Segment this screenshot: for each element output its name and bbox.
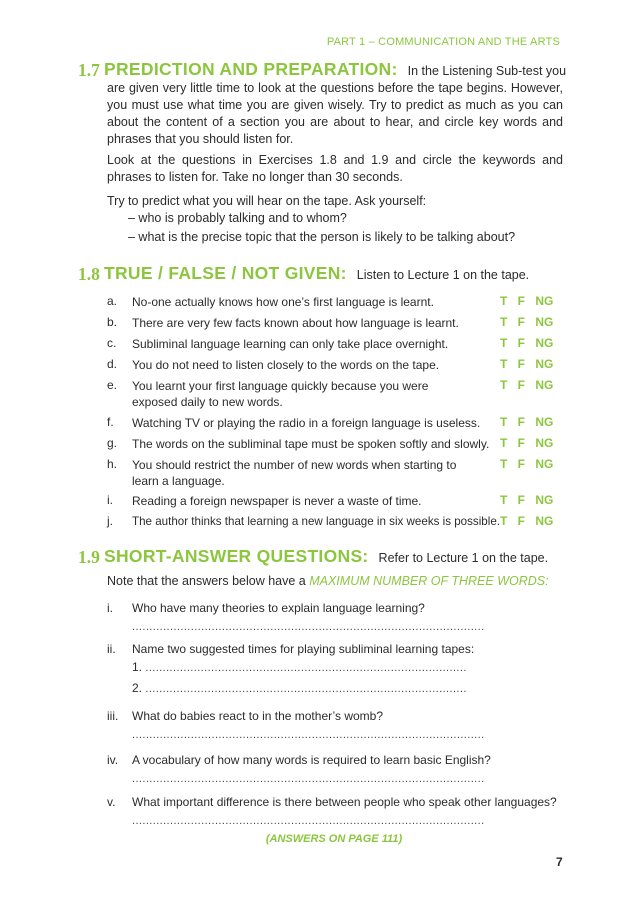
question-number: iv. — [107, 753, 119, 767]
sub-answer-number: 1. — [132, 660, 143, 674]
paragraph-line: phrases that you should listen for. — [107, 132, 294, 146]
question-letter: f. — [107, 415, 114, 429]
paragraph-line: you must use what time you are given wisely. Try to predict as much as you can — [107, 98, 563, 112]
question-letter: c. — [107, 336, 117, 350]
short-answer-question: A vocabulary of how many words is required to learn basic English? — [132, 753, 491, 767]
question-number: v. — [107, 795, 116, 809]
question-letter: j. — [107, 514, 113, 528]
section-heading-1-8 — [104, 263, 529, 284]
paragraph-line: are given very little time to look at the questions before the tape begins. However, — [107, 81, 563, 95]
sub-answer-number: 2. — [132, 681, 143, 695]
tfng-statement: There are very few facts known about how language is learnt. — [132, 316, 459, 330]
answer-line[interactable]: ...................................................................................................... — [132, 729, 485, 741]
tfng-options[interactable]: T F NG — [500, 514, 554, 528]
tfng-statement: Watching TV or playing the radio in a foreign language is useless. — [132, 416, 481, 430]
answer-line-1[interactable] — [132, 660, 467, 674]
paragraph-line: about the content of a section you are about to hear, and circle key words and — [107, 115, 563, 129]
question-letter: a. — [107, 294, 118, 308]
question-letter: g. — [107, 436, 118, 450]
tfng-statement: You do not need to listen closely to the words on the tape. — [132, 358, 440, 372]
answer-dots: ............................................................................................. — [145, 683, 467, 695]
section-heading-1-7 — [104, 59, 566, 80]
section-number-1-7: 1.7 — [78, 60, 100, 80]
section-number-1-9: 1.9 — [78, 547, 100, 567]
tfng-statement: Subliminal language learning can only take place overnight. — [132, 337, 449, 351]
short-answer-question: Name two suggested times for playing subliminal learning tapes: — [132, 642, 475, 656]
tfng-statement: The author thinks that learning a new language in six weeks is possible. — [132, 515, 500, 528]
tfng-options[interactable]: T F NG — [500, 315, 554, 329]
bullet-precise-topic: – what is the precise topic that the person is likely to be talking about? — [128, 230, 516, 244]
tfng-options[interactable]: T F NG — [500, 493, 554, 507]
prediction-paragraph — [107, 80, 563, 148]
answers-reference: (ANSWERS ON PAGE 111) — [265, 833, 403, 845]
question-letter: i. — [107, 493, 113, 507]
answer-line-2[interactable] — [132, 681, 467, 695]
question-number: i. — [107, 601, 113, 615]
section-number-1-8: 1.8 — [78, 264, 100, 284]
section-intro-1-8: Listen to Lecture 1 on the tape. — [356, 268, 530, 282]
short-answer-question: What do babies react to in the mother’s womb? — [132, 709, 384, 723]
keywords-instruction: Look at the questions in Exercises 1.8 and 1.9 and circle the keywords and phrases to listen for. Take no longer than 30 seconds. — [107, 153, 563, 184]
short-answer-question: What important difference is there between people who speak other languages? — [132, 795, 557, 809]
section-intro-1-7: In the Listening Sub-test you — [407, 64, 567, 78]
tfng-options[interactable]: T F NG — [500, 378, 554, 392]
tfng-options[interactable]: T F NG — [500, 357, 554, 371]
short-answer-question: Who have many theories to explain language learning? — [132, 601, 425, 615]
section-title-1-7: PREDICTION AND PREPARATION: — [104, 59, 398, 79]
tfng-options[interactable]: T F NG — [500, 436, 554, 450]
answer-dots: ............................................................................................. — [145, 662, 467, 674]
tfng-options[interactable]: T F NG — [500, 415, 554, 429]
predict-instruction: Try to predict what you will hear on the tape. Ask yourself: — [107, 194, 427, 208]
question-number: ii. — [107, 642, 116, 656]
note-prefix: Note that the answers below have a — [107, 574, 306, 588]
tfng-statement: You should restrict the number of new words when starting to learn a language. — [132, 458, 457, 488]
answer-line[interactable]: ...................................................................................................... — [132, 621, 485, 633]
bullet-who-talking: – who is probably talking and to whom? — [128, 211, 347, 225]
section-title-1-9: SHORT-ANSWER QUESTIONS: — [104, 546, 369, 566]
section-heading-1-9 — [104, 546, 548, 567]
tfng-statement: You learnt your first language quickly because you were exposed daily to new words. — [132, 379, 429, 409]
running-header: PART 1 – COMMUNICATION AND THE ARTS — [326, 36, 560, 48]
question-letter: b. — [107, 315, 118, 329]
short-answer-note — [107, 573, 563, 590]
page-number: 7 — [556, 855, 563, 869]
tfng-statement: The words on the subliminal tape must be spoken softly and slowly. — [132, 437, 490, 451]
tfng-options[interactable]: T F NG — [500, 457, 554, 471]
tfng-statement: Reading a foreign newspaper is never a waste of time. — [132, 494, 422, 508]
answer-line[interactable]: ...................................................................................................... — [132, 773, 485, 785]
section-intro-1-9: Refer to Lecture 1 on the tape. — [378, 551, 549, 565]
question-letter: d. — [107, 357, 118, 371]
answer-line[interactable]: ...................................................................................................... — [132, 815, 485, 827]
note-emphasis: MAXIMUM NUMBER OF THREE WORDS — [309, 574, 546, 588]
question-letter: e. — [107, 378, 118, 392]
note-suffix: : — [545, 574, 549, 588]
tfng-statement: No-one actually knows how one’s first language is learnt. — [132, 295, 434, 309]
section-title-1-8: TRUE / FALSE / NOT GIVEN: — [104, 263, 347, 283]
question-letter: h. — [107, 457, 118, 471]
tfng-options[interactable]: T F NG — [500, 294, 554, 308]
question-number: iii. — [107, 709, 119, 723]
tfng-options[interactable]: T F NG — [500, 336, 554, 350]
